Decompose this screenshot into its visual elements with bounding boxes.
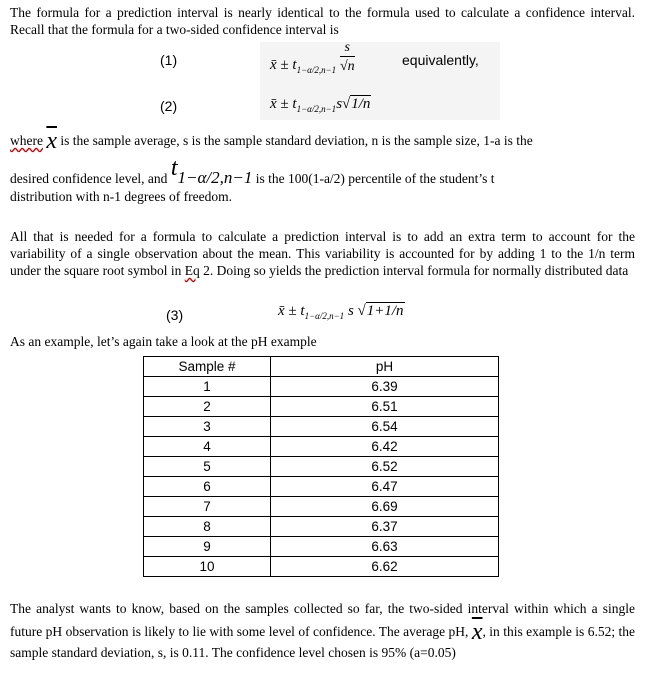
ph-value-cell: 6.47 [271,477,499,497]
ph-value-cell: 6.39 [271,377,499,397]
where-paragraph-line1 [10,128,635,154]
prediction-paragraph: All that is needed for a formula to calculate a prediction interval is to add an extra term to account for the variability of a single observation about the mean. This variability is accounted for by adding 1 to the 1/n term under the square root symbol in Eq 2. Doing so yields the prediction interval formula for normally distributed data [10,229,635,278]
equation-1-fraction [340,40,355,75]
sample-number-cell: 6 [144,477,271,497]
equation-1-main: x̄ ± t [270,56,297,73]
equation-3: x̄ ± $t_{1-\alpha/2,n-1}$ s √1+1/n [278,303,404,321]
ph-value-cell: 6.69 [271,497,499,517]
where-word: where [10,133,43,148]
where-paragraph-line2 [10,155,635,187]
table-row [144,437,499,457]
sample-number-cell: 7 [144,497,271,517]
where-part3: distribution with n-1 degrees of freedom. [10,189,232,204]
where-part2-start: desired confidence level, and [10,171,168,186]
table-header-row [144,357,499,377]
example-intro: As an example, let’s again take a look at the pH example [10,334,317,349]
table-row [144,457,499,477]
equation-1-numerator: s [344,40,350,55]
intro-paragraph: The formula for a prediction interval is nearly identical to the formula used to calculate a confidence interval. Recall that the formula for a two-sided confidence interval is [10,5,635,37]
sample-number-cell: 10 [144,557,271,577]
equation-1-denominator: √n [340,56,355,75]
equation-2-root: 1/n [351,96,371,112]
ph-value-cell: 6.51 [271,397,499,417]
equation-1-sub: 1−α/2,n−1 [296,64,337,75]
equation-1-label: (1) [160,52,178,68]
table-row [144,557,499,577]
sample-number-cell: 5 [144,457,271,477]
ph-value-cell: 6.54 [271,417,499,437]
ph-value-cell: 6.62 [271,557,499,577]
ph-data-table [143,356,499,577]
sample-number-cell: 3 [144,417,271,437]
xbar-symbol-closing: $\overline{x}$ [471,619,483,645]
sample-number-cell: 1 [144,377,271,397]
table-row [144,537,499,557]
equation-3-root: 1+1/n [366,303,404,319]
ph-value-cell: 6.37 [271,517,499,537]
equation-2-main: x̄ ± t [270,96,297,112]
equation-2-sub: 1−α/2,n−1 [296,104,337,114]
xbar-symbol: $\overline{x}$ [46,128,58,154]
table-row [144,517,499,537]
equivalently-text: equivalently, [402,52,479,68]
where-part2-end: is the 100(1-a/2) percentile of the student’s t [252,171,495,186]
equation-3-sub: 1−α/2,n−1 [304,311,345,321]
ph-value-cell: 6.63 [271,537,499,557]
sample-number-cell: 2 [144,397,271,417]
table-row [144,477,499,497]
equation-3-factor: s [347,303,354,319]
equation-2-label: (2) [160,98,178,114]
sample-number-cell: 8 [144,517,271,537]
ph-value-cell: 6.52 [271,457,499,477]
table-row [144,497,499,517]
column-header-sample: Sample # [144,357,271,377]
equation-3-main: x̄ ± t [278,303,305,319]
equation-2-factor: s [336,96,343,112]
t-symbol: t1−α/2,n−1 [170,155,253,187]
eq-reference: Eq [184,263,200,278]
where-part1: is the sample average, s is the sample standard deviation, n is the sample size, 1-a is the [57,133,533,148]
table-row [144,417,499,437]
ph-value-cell: 6.42 [271,437,499,457]
closing-paragraph: The analyst wants to know, based on the samples collected so far, the two-sided interval within which a single future pH observation is likely to lie with some level of confidence. The average pH, $\overline{x}$, in this example is 6.52; the sample standard deviation, s, is 0.11. The confidence level chosen is 95% (a=0.05) [10,601,635,660]
table-row [144,377,499,397]
equation-3-label: (3) [166,307,184,323]
equation-2: x̄ ± $t_{1-\alpha/2,n-1}s√1/n$ [270,96,371,114]
sample-number-cell: 4 [144,437,271,457]
equation-1 [270,40,355,83]
sample-number-cell: 9 [144,537,271,557]
table-row [144,397,499,417]
column-header-ph: pH [271,357,499,377]
